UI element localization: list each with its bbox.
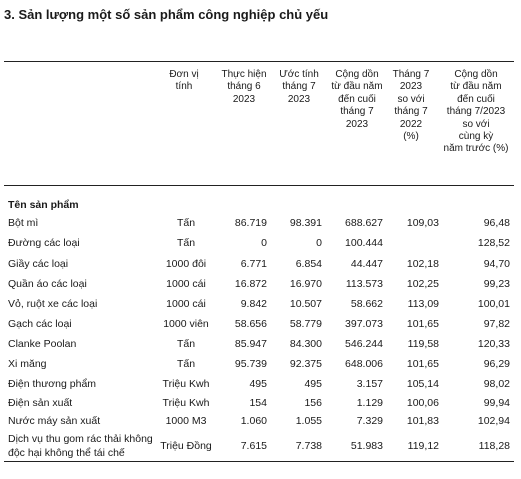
june-value: 7.615 xyxy=(240,440,267,452)
product-name: Điện thương phẩm xyxy=(8,378,97,390)
july-value: 0 xyxy=(316,237,322,249)
july-value: 495 xyxy=(304,378,322,390)
cumulative-value: 58.662 xyxy=(350,298,383,310)
yoy-cumulative-value: 94,70 xyxy=(483,258,510,270)
yoy-month-value: 101,83 xyxy=(406,415,439,427)
page-title: 3. Sản lượng một số sản phẩm công nghiệp chủ yếu xyxy=(4,7,329,22)
june-value: 95.739 xyxy=(234,358,267,370)
cumulative-value: 44.447 xyxy=(350,258,383,270)
yoy-month-value: 109,03 xyxy=(406,217,439,229)
header-june-2023: Thực hiện tháng 6 2023 xyxy=(221,69,267,105)
cumulative-value: 113.573 xyxy=(345,278,383,290)
unit-cell: Tấn xyxy=(176,217,196,229)
cumulative-value: 1.129 xyxy=(356,397,383,409)
table-row xyxy=(0,358,521,372)
yoy-cumulative-value: 96,48 xyxy=(483,217,510,229)
product-name: Gạch các loại xyxy=(8,318,72,330)
cumulative-value: 51.983 xyxy=(350,440,383,452)
june-value: 154 xyxy=(249,397,267,409)
july-value: 58.779 xyxy=(289,318,322,330)
unit-cell: Tấn xyxy=(176,237,196,249)
july-value: 1.055 xyxy=(295,415,322,427)
june-value: 86.719 xyxy=(234,217,267,229)
yoy-month-value: 119,58 xyxy=(407,338,439,350)
yoy-cumulative-value: 99,94 xyxy=(483,397,510,409)
june-value: 9.842 xyxy=(240,298,267,310)
header-separator-rule xyxy=(4,185,514,186)
table-row xyxy=(0,278,521,292)
yoy-month-value: 100,06 xyxy=(406,397,439,409)
june-value: 1.060 xyxy=(240,415,267,427)
product-name: Quần áo các loại xyxy=(8,278,87,290)
table-row xyxy=(0,298,521,312)
product-name: Xi măng xyxy=(8,358,47,370)
header-yoy-cumulative: Cộng dồn từ đầu năm đến cuối tháng 7/2023 so với cùng kỳ năm trước (%) xyxy=(443,69,509,155)
table-row xyxy=(0,318,521,332)
july-value: 16.970 xyxy=(289,278,322,290)
table-row xyxy=(0,338,521,352)
unit-cell: Triệu Đồng xyxy=(160,440,212,452)
july-value: 6.854 xyxy=(295,258,322,270)
yoy-cumulative-value: 96,29 xyxy=(483,358,510,370)
product-name: Dịch vụ thu gom rác thải không độc hại không thể tái chế xyxy=(8,433,153,459)
yoy-cumulative-value: 99,23 xyxy=(483,278,510,290)
table-row xyxy=(0,397,521,411)
july-value: 84.300 xyxy=(289,338,322,350)
yoy-month-value: 113,09 xyxy=(407,298,439,310)
cumulative-value: 688.627 xyxy=(345,217,383,229)
unit-cell: 1000 đôi xyxy=(165,258,207,270)
july-value: 10.507 xyxy=(289,298,322,310)
yoy-cumulative-value: 128,52 xyxy=(477,237,510,249)
yoy-cumulative-value: 102,94 xyxy=(477,415,510,427)
yoy-cumulative-value: 97,82 xyxy=(483,318,510,330)
unit-cell: 1000 viên xyxy=(163,318,209,330)
june-value: 85.947 xyxy=(234,338,267,350)
product-name: Điện sản xuất xyxy=(8,397,73,409)
table-row xyxy=(0,217,521,231)
product-name: Clanke Poolan xyxy=(8,338,77,350)
table-top-rule xyxy=(4,61,514,62)
header-cumulative: Cộng dồn từ đầu năm đến cuối tháng 7 2023 xyxy=(331,69,383,130)
unit-cell: Tấn xyxy=(176,358,196,370)
table-row xyxy=(0,433,521,461)
cumulative-value: 7.329 xyxy=(356,415,383,427)
header-july-2023-estimate: Ước tính tháng 7 2023 xyxy=(279,69,319,105)
product-name: Đường các loại xyxy=(8,237,80,249)
june-value: 16.872 xyxy=(234,278,267,290)
cumulative-value: 3.157 xyxy=(356,378,383,390)
yoy-month-value: 101,65 xyxy=(406,358,439,370)
july-value: 98.391 xyxy=(289,217,322,229)
product-name: Giầy các loại xyxy=(8,258,69,270)
yoy-month-value: 102,18 xyxy=(406,258,439,270)
july-value: 156 xyxy=(304,397,322,409)
product-name: Nước máy sản xuất xyxy=(8,415,101,427)
table-row xyxy=(0,258,521,272)
june-value: 6.771 xyxy=(240,258,267,270)
yoy-cumulative-value: 118,28 xyxy=(478,440,510,452)
yoy-month-value: 102,25 xyxy=(406,278,439,290)
unit-cell: Triệu Kwh xyxy=(162,397,210,409)
july-value: 92.375 xyxy=(289,358,322,370)
unit-cell: Tấn xyxy=(176,338,196,350)
cumulative-value: 546.244 xyxy=(345,338,383,350)
table-row xyxy=(0,237,521,251)
yoy-month-value: 119,12 xyxy=(407,440,439,452)
july-value: 7.738 xyxy=(295,440,322,452)
header-unit: Đơn vị tính xyxy=(169,69,199,93)
unit-cell: 1000 cái xyxy=(166,298,206,310)
unit-cell: 1000 M3 xyxy=(165,415,207,427)
unit-cell: Triệu Kwh xyxy=(162,378,210,390)
table-bottom-rule xyxy=(4,461,514,462)
table-row xyxy=(0,415,521,429)
yoy-cumulative-value: 100,01 xyxy=(477,298,510,310)
header-yoy-month: Tháng 7 2023 so với tháng 7 2022 (%) xyxy=(392,69,430,143)
product-name: Vỏ, ruột xe các loại xyxy=(8,298,98,310)
section-label: Tên sản phẩm xyxy=(8,199,79,211)
table-row xyxy=(0,378,521,392)
yoy-cumulative-value: 120,33 xyxy=(477,338,510,350)
june-value: 58.656 xyxy=(234,318,267,330)
june-value: 0 xyxy=(261,237,267,249)
product-name: Bột mì xyxy=(8,217,39,229)
june-value: 495 xyxy=(249,378,267,390)
yoy-month-value: 105,14 xyxy=(406,378,439,390)
yoy-month-value: 101,65 xyxy=(406,318,439,330)
yoy-cumulative-value: 98,02 xyxy=(483,378,510,390)
cumulative-value: 100.444 xyxy=(345,237,383,249)
cumulative-value: 397.073 xyxy=(345,318,383,330)
cumulative-value: 648.006 xyxy=(345,358,383,370)
unit-cell: 1000 cái xyxy=(166,278,206,290)
